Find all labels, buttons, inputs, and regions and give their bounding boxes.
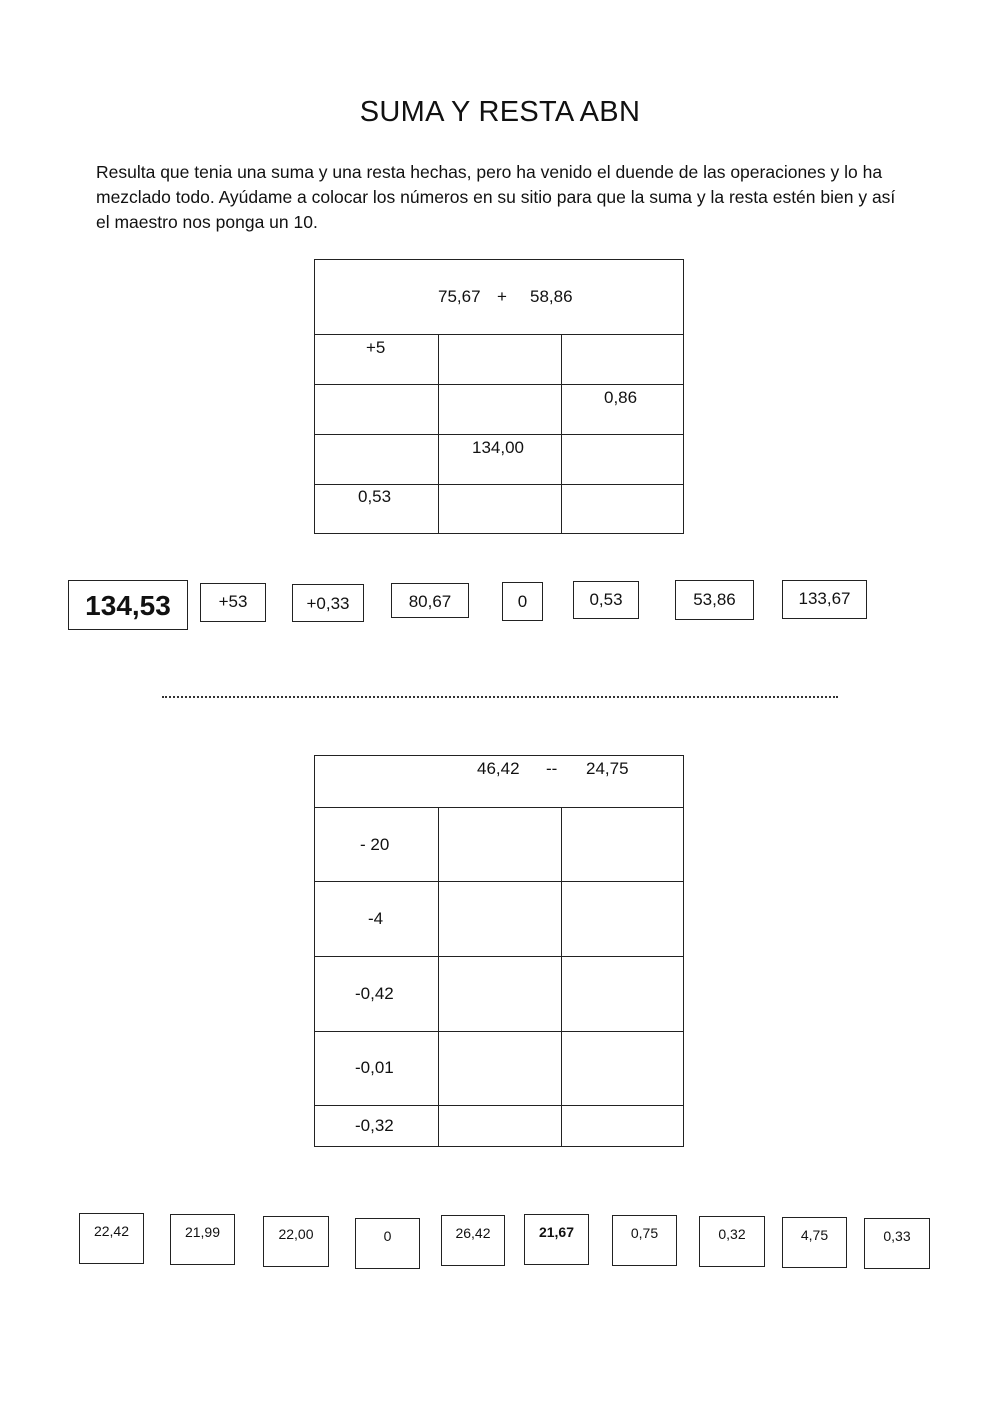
table-row — [315, 484, 683, 533]
number-card[interactable]: 26,42 — [441, 1215, 505, 1266]
table-cell[interactable] — [438, 485, 561, 533]
table-cell[interactable] — [561, 485, 685, 533]
table-cell[interactable] — [438, 1032, 561, 1105]
table-cell[interactable] — [561, 882, 685, 956]
table-row — [315, 956, 683, 1031]
table-cell[interactable] — [315, 385, 438, 434]
number-card[interactable]: 0,32 — [699, 1216, 765, 1267]
number-card[interactable]: 0,53 — [573, 581, 639, 619]
table-row — [315, 1031, 683, 1105]
table-row — [315, 384, 683, 434]
table-cell[interactable]: - 20 — [360, 835, 390, 854]
table-row — [315, 434, 683, 484]
table-cell[interactable] — [438, 335, 561, 384]
number-card[interactable]: 22,42 — [79, 1213, 144, 1264]
number-card[interactable]: 0 — [502, 582, 543, 621]
resta-table — [314, 755, 684, 1147]
suma-operation — [315, 260, 683, 334]
table-cell[interactable]: -0,01 — [355, 1058, 394, 1077]
suma-operator: + — [497, 287, 507, 306]
table-cell[interactable] — [438, 957, 561, 1031]
resta-operand-a: 46,42 — [477, 759, 520, 778]
table-cell[interactable]: -0,42 — [355, 984, 394, 1003]
table-cell[interactable] — [438, 1106, 561, 1146]
suma-operand-b: 58,86 — [530, 287, 573, 306]
number-card[interactable]: 0,75 — [612, 1215, 677, 1266]
number-card[interactable]: +0,33 — [292, 584, 364, 622]
table-cell[interactable]: -4 — [368, 909, 384, 928]
number-card[interactable]: 21,99 — [170, 1214, 235, 1265]
table-cell[interactable] — [561, 335, 685, 384]
table-cell[interactable]: 0,53 — [358, 487, 392, 506]
resta-operation — [315, 756, 683, 807]
number-card[interactable]: +53 — [200, 583, 266, 622]
number-card[interactable]: 133,67 — [782, 580, 867, 619]
table-cell[interactable] — [561, 808, 685, 881]
table-row — [315, 334, 683, 384]
instructions-text: Resulta que tenia una suma y una resta hechas, pero ha venido el duende de las operaciones y lo ha mezclado todo. Ayúdame a colocar los números en su sitio para que la suma y la resta estén bien y así el maestro nos ponga un 10. — [96, 162, 896, 232]
table-cell[interactable] — [438, 385, 561, 434]
suma-table — [314, 259, 684, 534]
number-card[interactable]: 134,53 — [68, 580, 188, 630]
table-cell[interactable] — [438, 882, 561, 956]
table-cell[interactable] — [315, 435, 438, 484]
table-cell[interactable]: +5 — [366, 338, 386, 357]
table-cell[interactable]: 0,86 — [561, 385, 685, 434]
number-card[interactable]: 21,67 — [524, 1214, 589, 1265]
number-card[interactable]: 0 — [355, 1218, 420, 1269]
resta-operand-b: 24,75 — [586, 759, 629, 778]
number-card[interactable]: 80,67 — [391, 583, 469, 618]
table-row — [315, 881, 683, 956]
page-title: SUMA Y RESTA ABN — [359, 96, 641, 128]
table-row — [315, 1105, 683, 1146]
table-cell[interactable] — [561, 435, 685, 484]
number-card[interactable]: 53,86 — [675, 580, 754, 620]
suma-operand-a: 75,67 — [438, 287, 481, 306]
resta-operator: -- — [546, 759, 558, 778]
table-cell[interactable]: -0,32 — [355, 1116, 394, 1135]
number-card[interactable]: 0,33 — [864, 1218, 930, 1269]
table-cell[interactable]: 134,00 — [438, 435, 561, 484]
table-cell[interactable] — [561, 1106, 685, 1146]
table-cell[interactable] — [561, 1032, 685, 1105]
table-cell[interactable] — [561, 957, 685, 1031]
table-row — [315, 807, 683, 881]
number-card[interactable]: 22,00 — [263, 1216, 329, 1267]
table-cell[interactable] — [438, 808, 561, 881]
dotted-separator — [162, 684, 838, 698]
number-card[interactable]: 4,75 — [782, 1217, 847, 1268]
